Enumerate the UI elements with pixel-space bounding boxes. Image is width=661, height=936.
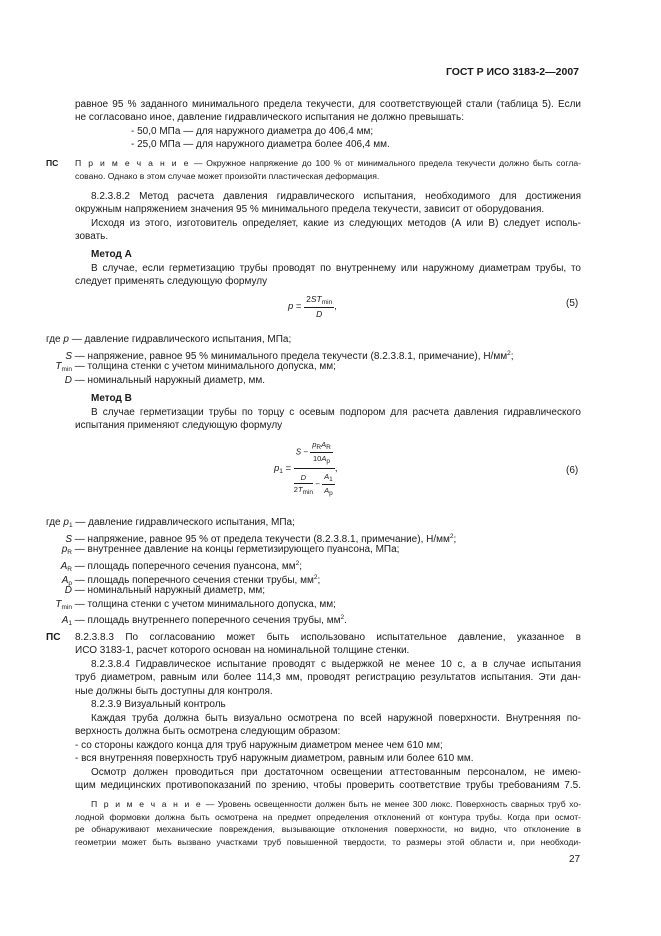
formula-5-number: (5) bbox=[566, 298, 579, 309]
p8232-line1: 8.2.3.8.2 Метод расчета давления гидравлического испытания, необходимого для достижения bbox=[91, 191, 581, 202]
change-mark: ПС bbox=[46, 632, 61, 643]
note1-line2: совано. Однако в этом случае может произойти пластическая деформация. bbox=[75, 171, 380, 181]
method-a-line2: следует применять следующую формулу bbox=[75, 276, 268, 287]
def-b-s: S — напряжение, равное 95 % от предела текучести (8.2.3.8.1, примечание), $Н/мм^2$; bbox=[65, 533, 457, 545]
method-b-line2: испытания применяют следующую формулу bbox=[75, 420, 283, 431]
method-a-title: Метод А bbox=[91, 249, 132, 260]
p8239-line5: щим медицинских противопоказаний по зрению, чтобы проверить соответствие трубы требованиям 7.5. bbox=[75, 780, 581, 791]
method-b-title: Метод В bbox=[91, 393, 132, 404]
p8233-line2: ИСО 3183-1, расчет которого основан на номинальной толщине стенки. bbox=[75, 645, 410, 656]
def-b-ap: $A_p$ — площадь поперечного сечения стенки трубы, $мм^2$; bbox=[61, 574, 321, 587]
note1-line1: П р и м е ч а н и е — Окружное напряжение до 100 % от минимального предела текучести должно быть согла- bbox=[75, 158, 581, 168]
page-number: 27 bbox=[569, 854, 581, 865]
p8239-heading: 8.2.3.9 Визуальный контроль bbox=[91, 699, 226, 710]
note2-line2: лодной формовки должна быть осмотрена на предмет определения отклонений от контура трубы. Когда при осмот- bbox=[75, 812, 581, 822]
def-a-tmin: $T_{min}$ — толщина стенки с учетом минимального допуска, мм; bbox=[55, 361, 336, 373]
def-b-ar: $A_R$ — площадь поперечного сечения пуансона, $мм^2$; bbox=[60, 560, 303, 573]
p8234-line3: ные должны быть доступны для контроля. bbox=[75, 686, 273, 697]
p8239-line3: верхность должна быть осмотрена следующим образом: bbox=[75, 726, 341, 737]
p8239-line4: Осмотр должен проводиться при достаточном освещении аттестованным персоналом, не имею- bbox=[91, 767, 581, 778]
formula-6-number: (6) bbox=[566, 465, 579, 476]
def-b-pr: $p_R$ — внутреннее давление на концы герметизирующего пуансона, МПа; bbox=[61, 544, 400, 556]
def-a-s: S — напряжение, равное 95 % минимального предела текучести (8.2.3.8.1, примечание), $Н/мм^2$; bbox=[65, 350, 514, 362]
formula-5: p = $\frac{2ST_{min}}{D}$ , bbox=[288, 294, 337, 319]
def-b-tmin: $T_{min}$ — толщина стенки с учетом минимального допуска, мм; bbox=[55, 599, 336, 611]
p8232-line4: зовать. bbox=[75, 231, 109, 242]
method-b-line1: В случае герметизации трубы по торцу с осевым подпором для расчета давления гидравлического bbox=[91, 407, 581, 418]
change-mark: ПС bbox=[46, 158, 59, 168]
def-b-d: D — номинальный наружный диаметр, мм; bbox=[64, 585, 266, 596]
p8233-line1: 8.2.3.8.3 По согласованию может быть использовано испытательное давление, указанное в bbox=[75, 632, 581, 643]
note2-line4: геометрии может быть вызвано участками труб повышенной твердости, то размеры этой области и, при необходи- bbox=[75, 837, 581, 847]
p8232-line2: окружным напряжением значения 95 % минимального предела текучести, зависит от оборудования. bbox=[75, 204, 545, 215]
note2-line1: П р и м е ч а н и е — Уровень освещенности должен быть не менее 300 люкс. Поверхность сварных труб хо- bbox=[91, 799, 581, 809]
def-a-p: где p — давление гидравлического испытания, МПа; bbox=[46, 334, 292, 345]
formula-6: $p_1$ = S − $\frac{\text{pRAR}}{10Ap}$ $\frac{D}{2Tmin}$ − $\frac{A1}{Ap}$ , bbox=[274, 440, 338, 497]
p8239-item1: - со стороны каждого конца для труб наружным диаметром менее чем 610 мм; bbox=[75, 740, 443, 751]
para1-line2: не согласовано иное, давление гидравлического испытания не должно превышать: bbox=[75, 112, 464, 123]
p8234-line1: 8.2.3.8.4 Гидравлическое испытание проводят с выдержкой не менее 10 с, а в случае испытания bbox=[91, 659, 581, 670]
para1-line1: равное 95 % заданного минимального предела текучести, для соответствующей стали (таблица 5). Если bbox=[75, 99, 581, 110]
p8239-line2: Каждая труба должна быть визуально осмотрена по всей наружной поверхности. Внутренняя по- bbox=[91, 713, 581, 724]
note2-line3: ре обнаруживают механические повреждения, вызывающие отклонения поверхности, но видно, что отклонение в bbox=[75, 824, 581, 834]
document-header: ГОСТ Р ИСО 3183-2—2007 bbox=[445, 66, 579, 78]
p8239-item2: - вся внутренняя поверхность труб наружным диаметром, равным или более 610 мм. bbox=[75, 753, 474, 764]
method-a-line1: В случае, если герметизацию трубы проводят по внутреннему или наружному диаметрам трубы, то bbox=[91, 263, 581, 274]
p8232-line3: Исходя из этого, изготовитель определяет, какие из следующих методов (А или В) следует исполь- bbox=[91, 218, 581, 229]
para1-item2: - 25,0 МПа — для наружного диаметра более 406,4 мм. bbox=[131, 139, 390, 150]
para1-item1: - 50,0 МПа — для наружного диаметра до 406,4 мм; bbox=[131, 126, 374, 137]
def-b-a1: $A_1$ — площадь внутреннего поперечного сечения трубы, $мм^2$. bbox=[61, 614, 347, 627]
p8234-line2: труб диаметром, равным или более 114,3 мм, проводят регистрацию результатов испытания. Эти дан- bbox=[75, 672, 581, 683]
def-b-p1: где $p_1$ — давление гидравлического испытания, МПа; bbox=[46, 517, 295, 529]
def-a-d: D — номинальный наружный диаметр, мм. bbox=[64, 375, 266, 386]
